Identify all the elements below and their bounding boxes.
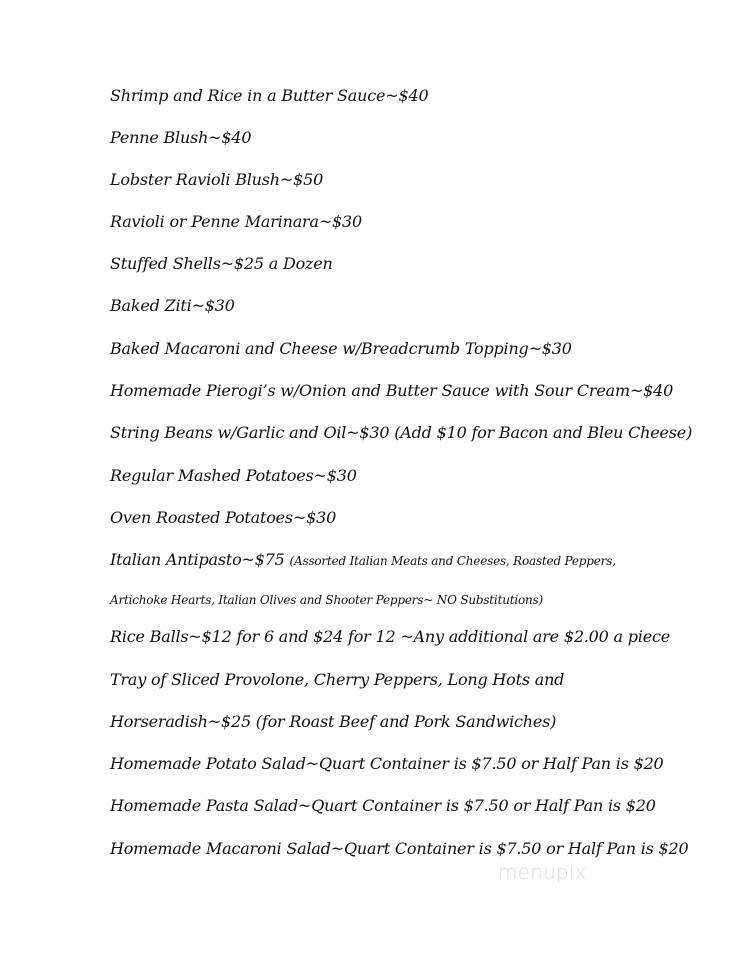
menu-item-text: Oven Roasted Potatoes~$30: [110, 508, 337, 527]
menu-item-marinara: [110, 212, 362, 232]
menu-item-antipasto: [110, 550, 616, 571]
menu-item-provolone-tray: [110, 670, 564, 690]
menu-item-roasted-potatoes: [110, 508, 336, 528]
menu-item-text: Stuffed Shells~$25 a Dozen: [110, 254, 333, 273]
menu-item-pierogi: [110, 381, 673, 401]
menu-item-note: (Assorted Italian Meats and Cheeses, Roasted Peppers,: [289, 554, 616, 568]
menu-item-text: Homemade Pierogi’s w/Onion and Butter Sauce with Sour Cream~$40: [110, 381, 674, 400]
menu-item-text: Shrimp and Rice in a Butter Sauce~$40: [110, 86, 429, 105]
menu-item-text: Tray of Sliced Provolone, Cherry Peppers, Long Hots and: [110, 670, 565, 689]
menu-item-text: Penne Blush~$40: [110, 128, 252, 147]
menu-item-text: Ravioli or Penne Marinara~$30: [110, 212, 362, 231]
menu-item-text: Horseradish~$25 (for Roast Beef and Pork Sandwiches): [110, 712, 557, 731]
menu-item-mashed-potatoes: [110, 466, 357, 486]
menu-item-potato-salad: [110, 754, 664, 774]
menu-item-macaroni-salad: [110, 839, 688, 859]
menu-item-shrimp-rice: [110, 86, 428, 106]
menu-item-lobster-ravioli: [110, 170, 323, 190]
menu-item-horseradish: [110, 712, 556, 732]
menu-item-text: Homemade Pasta Salad~Quart Container is $7.50 or Half Pan is $20: [110, 796, 656, 815]
menu-item-string-beans: [110, 423, 692, 443]
menu-item-text: Artichoke Hearts, Italian Olives and Shooter Peppers~ NO Substitutions): [110, 593, 543, 607]
menu-item-text: Homemade Potato Salad~Quart Container is $7.50 or Half Pan is $20: [110, 754, 664, 773]
menu-item-text: String Beans w/Garlic and Oil~$30 (Add $10 for Bacon and Bleu Cheese): [110, 423, 693, 442]
menu-item-text: Regular Mashed Potatoes~$30: [110, 466, 357, 485]
menu-item-pasta-salad: [110, 796, 656, 816]
menu-item-stuffed-shells: [110, 254, 333, 274]
menu-item-text: Rice Balls~$12 for 6 and $24 for 12 ~Any additional are $2.00 a piece: [110, 627, 671, 646]
menu-item-penne-blush: [110, 128, 251, 148]
menu-item-text: Baked Ziti~$30: [110, 296, 235, 315]
menu-item-baked-ziti: [110, 296, 235, 316]
menu-item-rice-balls: [110, 627, 670, 647]
menu-item-text: Homemade Macaroni Salad~Quart Container is $7.50 or Half Pan is $20: [110, 839, 689, 858]
menu-item-text: Italian Antipasto~$75: [110, 550, 290, 569]
menu-item-antipasto-continued: [110, 590, 543, 610]
watermark: menupix: [498, 860, 587, 884]
menu-item-text: Baked Macaroni and Cheese w/Breadcrumb Topping~$30: [110, 339, 572, 358]
menu-item-mac-cheese: [110, 339, 572, 359]
menu-item-text: Lobster Ravioli Blush~$50: [110, 170, 324, 189]
